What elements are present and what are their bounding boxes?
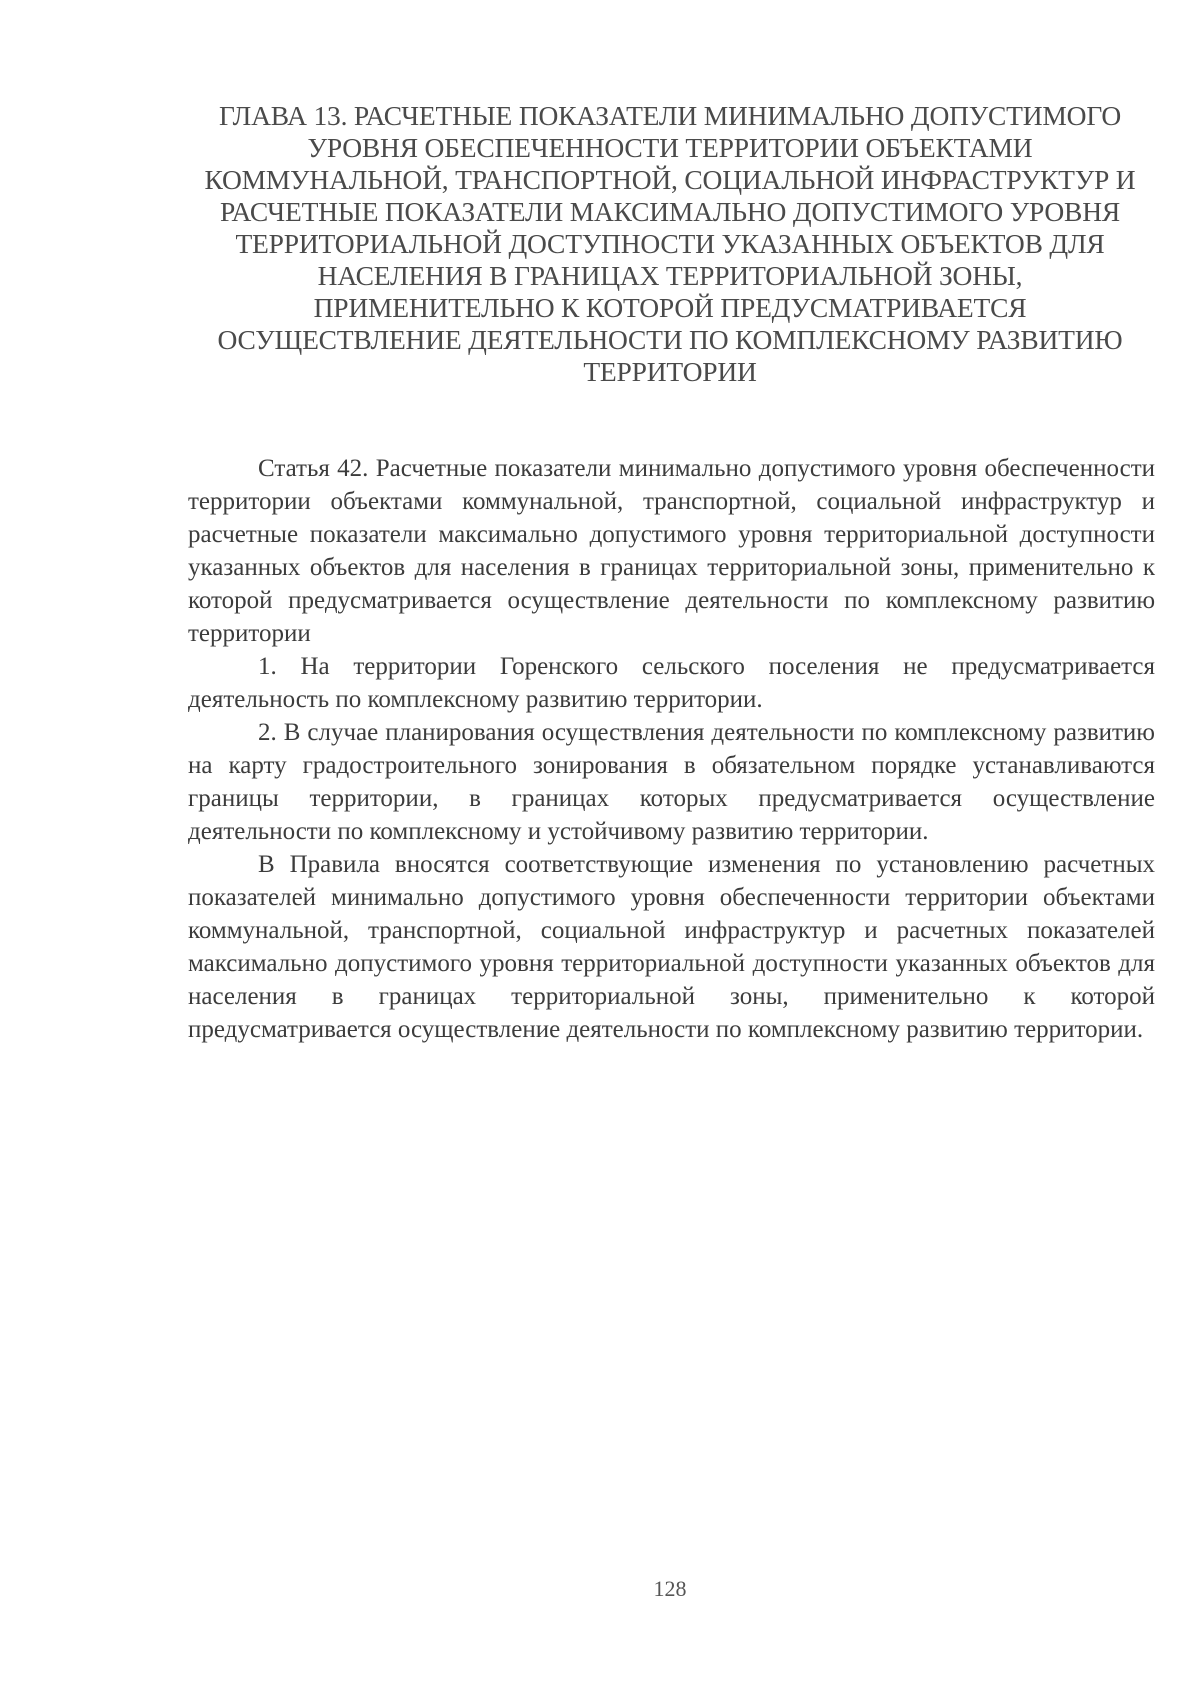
chapter-heading-line: УРОВНЯ ОБЕСПЕЧЕННОСТИ ТЕРРИТОРИИ ОБЪЕКТАМИ (307, 132, 1033, 163)
chapter-heading-line: КОММУНАЛЬНОЙ, ТРАНСПОРТНОЙ, СОЦИАЛЬНОЙ ИНФРАСТРУКТУР И (204, 164, 1136, 195)
article-paragraph: 1. На территории Горенского сельского поселения не предусматривается деятельность по комплексному развитию территории. (188, 653, 1155, 713)
article-body (188, 452, 1155, 1046)
chapter-heading-line: ГЛАВА 13. РАСЧЕТНЫЕ ПОКАЗАТЕЛИ МИНИМАЛЬНО ДОПУСТИМОГО (218, 100, 1122, 131)
page-number: 128 (653, 1576, 687, 1601)
chapter-heading-line: ТЕРРИТОРИИ (583, 356, 757, 387)
article-paragraph: 2. В случае планирования осуществления деятельности по комплексному развитию на карту градостроительного зонирования в обязательном порядке устанавливаются границы территории, в границах которых предусматривается осуществление деятельности по комплексному и устойчивому развитию территории. (188, 719, 1155, 845)
chapter-heading-line: ОСУЩЕСТВЛЕНИЕ ДЕЯТЕЛЬНОСТИ ПО КОМПЛЕКСНОМУ РАЗВИТИЮ (217, 324, 1123, 355)
chapter-heading-line: ТЕРРИТОРИАЛЬНОЙ ДОСТУПНОСТИ УКАЗАННЫХ ОБЪЕКТОВ ДЛЯ (235, 228, 1105, 259)
chapter-heading-line: ПРИМЕНИТЕЛЬНО К КОТОРОЙ ПРЕДУСМАТРИВАЕТСЯ (313, 292, 1027, 323)
article-title: Статья 42. Расчетные показатели минимально допустимого уровня обеспеченности территории объектами коммунальной, транспортной, социальной инфраструктур и расчетные показатели максимально допустимого уровня территориальной доступности указанных объектов для населения в границах территориальной зоны, применительно к которой предусматривается осуществление деятельности по комплексному развитию территории (188, 455, 1155, 647)
article-paragraph: В Правила вносятся соответствующие изменения по установлению расчетных показателей минимально допустимого уровня обеспеченности территории объектами коммунальной, транспортной, социальной инфраструктур и расчетных показателей максимально допустимого уровня территориальной доступности указанных объектов для населения в границах территориальной зоны, применительно к которой предусматривается осуществление деятельности по комплексному развитию территории. (188, 851, 1155, 1043)
chapter-heading (180, 100, 1160, 388)
chapter-heading-line: НАСЕЛЕНИЯ В ГРАНИЦАХ ТЕРРИТОРИАЛЬНОЙ ЗОНЫ, (317, 260, 1023, 291)
chapter-heading-line: РАСЧЕТНЫЕ ПОКАЗАТЕЛИ МАКСИМАЛЬНО ДОПУСТИМОГО УРОВНЯ (219, 196, 1120, 227)
